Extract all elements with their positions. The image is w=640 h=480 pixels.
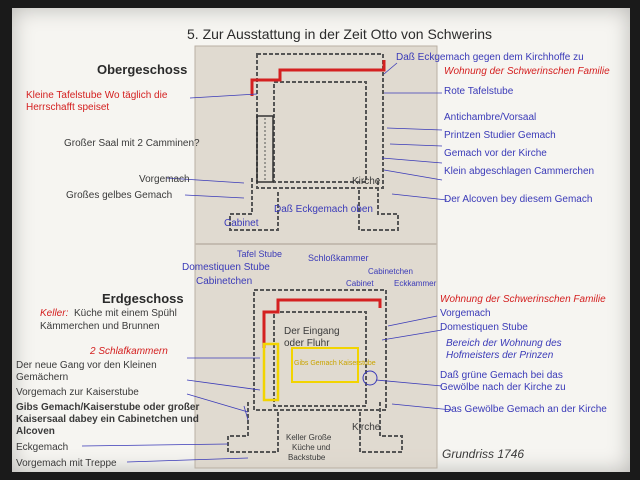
label-gemach-vor-kirche: Gemach vor der Kirche <box>444 148 547 159</box>
plan-label-cabinetchen: Cabinetchen <box>196 276 253 287</box>
caption: Grundriss 1746 <box>442 447 525 461</box>
label-eckgemach-eg: Eckgemach <box>16 442 69 453</box>
label-vorgemach-kaiserstube: Vorgemach zur Kaiserstube <box>16 387 139 398</box>
keller-text-2: Kämmerchen und Brunnen <box>40 321 160 332</box>
erdgeschoss-heading: Erdgeschoss <box>102 291 184 306</box>
label-hofmeister-2: Hofmeisters der Prinzen <box>446 350 554 361</box>
label-neuer-gang-2: Gemächern <box>16 372 69 383</box>
label-gruene-gemach-2: Gewölbe nach der Kirche zu <box>440 382 566 393</box>
label-grosses-gelbes-gemach: Großes gelbes Gemach <box>66 190 173 201</box>
label-gibs-gemach-3: Alcoven <box>16 426 55 437</box>
label-vorgemach-eg: Vorgemach <box>440 308 491 319</box>
plan-label-eckkammer: Eckkammer <box>394 279 437 288</box>
label-vorgemach-treppe: Vorgemach mit Treppe <box>16 458 117 469</box>
label-kleine-tafelstube: Kleine Tafelstube Wo täglich die <box>26 90 168 101</box>
plan-label-eckgemach-oben: Daß Eckgemach oben <box>274 204 373 215</box>
label-antichambre: Antichambre/Vorsaal <box>444 112 537 123</box>
plan-label-eingang: Der Eingang <box>284 326 340 337</box>
slide-title: 5. Zur Ausstattung in der Zeit Otto von Schwerins <box>187 26 493 42</box>
plan-label-schlosskammer: Schloßkammer <box>308 253 369 263</box>
label-grosser-saal: Großer Saal mit 2 Camminen? <box>64 138 200 149</box>
plan-label-kueche: Küche und <box>292 443 331 452</box>
plan-label-flur: oder Fluhr <box>284 338 330 349</box>
presentation-slide <box>12 8 630 472</box>
label-rote-tafelstube: Rote Tafelstube <box>444 86 514 97</box>
label-printzen-studier: Printzen Studier Gemach <box>444 130 556 141</box>
label-wohnung-schwerin-eg: Wohnung der Schwerinschen Familie <box>440 294 606 305</box>
plan-label-cabinet-og: Cabinet <box>224 218 259 229</box>
plan-label-cabinetchen-2: Cabinetchen <box>368 267 413 276</box>
label-schlafkammern: 2 Schlafkammern <box>90 346 168 357</box>
plan-label-cabinet: Cabinet <box>346 279 374 288</box>
plan-label-keller: Keller Große <box>286 433 332 442</box>
label-kleine-tafelstube-2: Herrschafft speiset <box>26 102 110 113</box>
label-neuer-gang: Der neue Gang vor den Kleinen <box>16 360 157 371</box>
plan-label-kirche-og: Kirche <box>352 176 381 187</box>
plan-label-domestiquen-stube: Domestiquen Stube <box>182 262 270 273</box>
label-klein-cammerchen: Klein abgeschlagen Cammerchen <box>444 166 595 177</box>
label-gruene-gemach: Daß grüne Gemach bei das <box>440 370 563 381</box>
label-vorgemach-og: Vorgemach <box>139 174 190 185</box>
label-gibs-gemach-2: Kaisersaal dabey ein Cabinetchen und <box>16 414 199 425</box>
obergeschoss-heading: Obergeschoss <box>97 62 188 77</box>
plan-label-kirche-eg: Kirche <box>352 422 381 433</box>
keller-text: Küche mit einem Spühl <box>74 308 177 319</box>
plan-label-yellow: Gibs Gemach Kaiserstube <box>294 360 376 367</box>
label-domestiquen-stube-eg: Domestiquen Stube <box>440 322 528 333</box>
plan-label-backstube: Backstube <box>288 453 326 462</box>
label-hofmeister: Bereich der Wohnung des <box>446 338 562 349</box>
label-wohnung-schwerin-og: Wohnung der Schwerinschen Familie <box>444 66 610 77</box>
label-gewoelbe-gemach: Das Gewölbe Gemach an der Kirche <box>444 404 607 415</box>
keller-prefix: Keller: <box>40 308 69 319</box>
label-alcoven: Der Alcoven bey diesem Gemach <box>444 194 593 205</box>
plan-label-tafel-stube: Tafel Stube <box>237 249 283 259</box>
label-gibs-gemach: Gibs Gemach/Kaiserstube oder großer <box>16 402 200 413</box>
label-eckgemach-kirchhoff: Daß Eckgemach gegen dem Kirchhoffe zu <box>396 52 584 63</box>
